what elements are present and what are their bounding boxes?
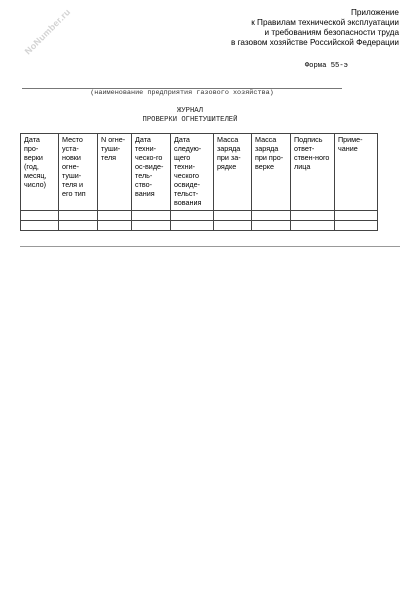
table-row (21, 221, 378, 231)
journal-title-line: ПРОВЕРКИ ОГНЕТУШИТЕЛЕЙ (142, 116, 238, 124)
table-cell[interactable] (252, 221, 291, 231)
header-cell-mass-at-check: Масса заряда при про-верке (252, 134, 291, 211)
table-cell[interactable] (252, 211, 291, 221)
table-cell[interactable] (59, 221, 98, 231)
header-cell-mass-at-charging: Масса заряда при за-рядке (214, 134, 252, 211)
header-cell-next-inspection-date: Дата следую-щего техни-ческого освиде-тельст-вования (171, 134, 214, 211)
header-cell-inspection-date: Дата техни-ческо-го ос-виде-тель-ство-вания (132, 134, 171, 211)
header-cell-signature: Подпись ответ-ствен-ного лица (291, 134, 335, 211)
header-cell-location-type: Место уста-новки огне-туши-теля и его тип (59, 134, 98, 211)
page-divider (20, 246, 400, 247)
table-header-row (21, 134, 378, 211)
table-cell[interactable] (132, 211, 171, 221)
header-cell-check-date: Дата про-верки (год, месяц, число) (21, 134, 59, 211)
appendix-line: к Правилам технической эксплуатации (251, 18, 399, 27)
appendix-line: в газовом хозяйстве Российской Федерации (230, 38, 399, 47)
form-number: Форма 55-э (304, 62, 348, 70)
enterprise-name-caption: (наименование предприятия газового хозяйства) (90, 89, 274, 97)
table-cell[interactable] (291, 211, 335, 221)
table-cell[interactable] (98, 221, 132, 231)
appendix-line: Приложение (350, 8, 399, 17)
table-cell[interactable] (171, 211, 214, 221)
table-cell[interactable] (59, 211, 98, 221)
table-cell[interactable] (171, 221, 214, 231)
table-cell[interactable] (214, 211, 252, 221)
table-cell[interactable] (98, 211, 132, 221)
table-cell[interactable] (335, 221, 378, 231)
journal-title (110, 107, 270, 125)
table-cell[interactable] (21, 221, 59, 231)
header-cell-number: N огне-туши-теля (98, 134, 132, 211)
table-cell[interactable] (291, 221, 335, 231)
table-cell[interactable] (214, 221, 252, 231)
table-cell[interactable] (132, 221, 171, 231)
table-cell[interactable] (21, 211, 59, 221)
journal-title-line: ЖУРНАЛ (177, 107, 203, 115)
watermark: NoNumber.ru (22, 6, 73, 57)
appendix-block (159, 8, 399, 48)
header-cell-note: Приме-чание (335, 134, 378, 211)
table-row (21, 211, 378, 221)
fire-extinguisher-check-table (20, 133, 378, 231)
appendix-line: и требованиям безопасности труда (264, 28, 399, 37)
table-cell[interactable] (335, 211, 378, 221)
